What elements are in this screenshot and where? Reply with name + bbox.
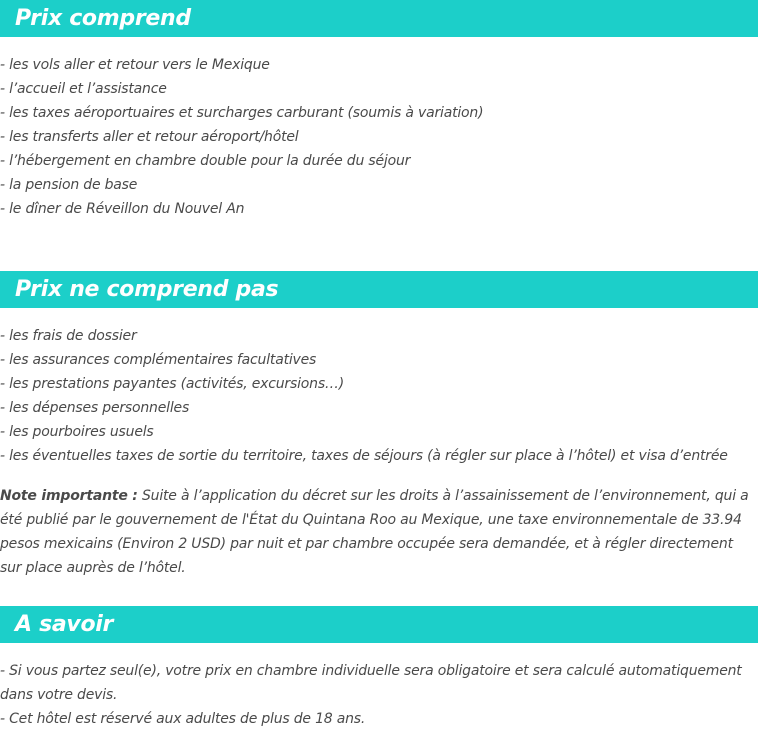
list-item: - la pension de base [0,177,138,193]
to-know-list [0,659,758,731]
note-label: Note importante : [0,488,138,504]
list-item: - les éventuelles taxes de sortie du territoire, taxes de séjours (à régler sur place à l’hôtel) et visa d’entrée [0,448,728,464]
section-header-to-know [0,606,758,643]
list-item: - le dîner de Réveillon du Nouvel An [0,201,245,217]
list-item: - l’hébergement en chambre double pour la durée du séjour [0,153,411,169]
excluded-list [0,324,758,468]
list-item: - les frais de dossier [0,328,137,344]
list-item: - Cet hôtel est réservé aux adultes de plus de 18 ans. [0,711,366,727]
list-item: - les dépenses personnelles [0,400,190,416]
list-item: - l’accueil et l’assistance [0,81,167,97]
list-item: - les taxes aéroportuaires et surcharges carburant (soumis à variation) [0,105,484,121]
list-item: - Si vous partez seul(e), votre prix en chambre individuelle sera obligatoire et sera calculé automatiquement dans votre devis. [0,663,742,703]
list-item: - les vols aller et retour vers le Mexique [0,57,270,73]
list-item: - les prestations payantes (activités, excursions…) [0,376,344,392]
list-item: - les assurances complémentaires facultatives [0,352,317,368]
included-list [0,53,758,221]
section-header-excluded [0,271,758,308]
section-header-included [0,0,758,37]
section-title-to-know: A savoir [15,612,114,637]
section-title-included: Prix comprend [15,6,191,31]
important-note [0,484,758,580]
note-text: Suite à l’application du décret sur les droits à l’assainissement de l’environnement, qui a été publié par le gouvernement de l'État du Quintana Roo au Mexique, une taxe environnementale de 33.94 pesos mexicains (Environ 2 USD) par nuit et par chambre occupée sera demandée, et à régler directement sur place auprès de l’hôtel. [0,488,749,576]
section-title-excluded: Prix ne comprend pas [15,277,279,302]
list-item: - les pourboires usuels [0,424,154,440]
list-item: - les transferts aller et retour aéroport/hôtel [0,129,299,145]
